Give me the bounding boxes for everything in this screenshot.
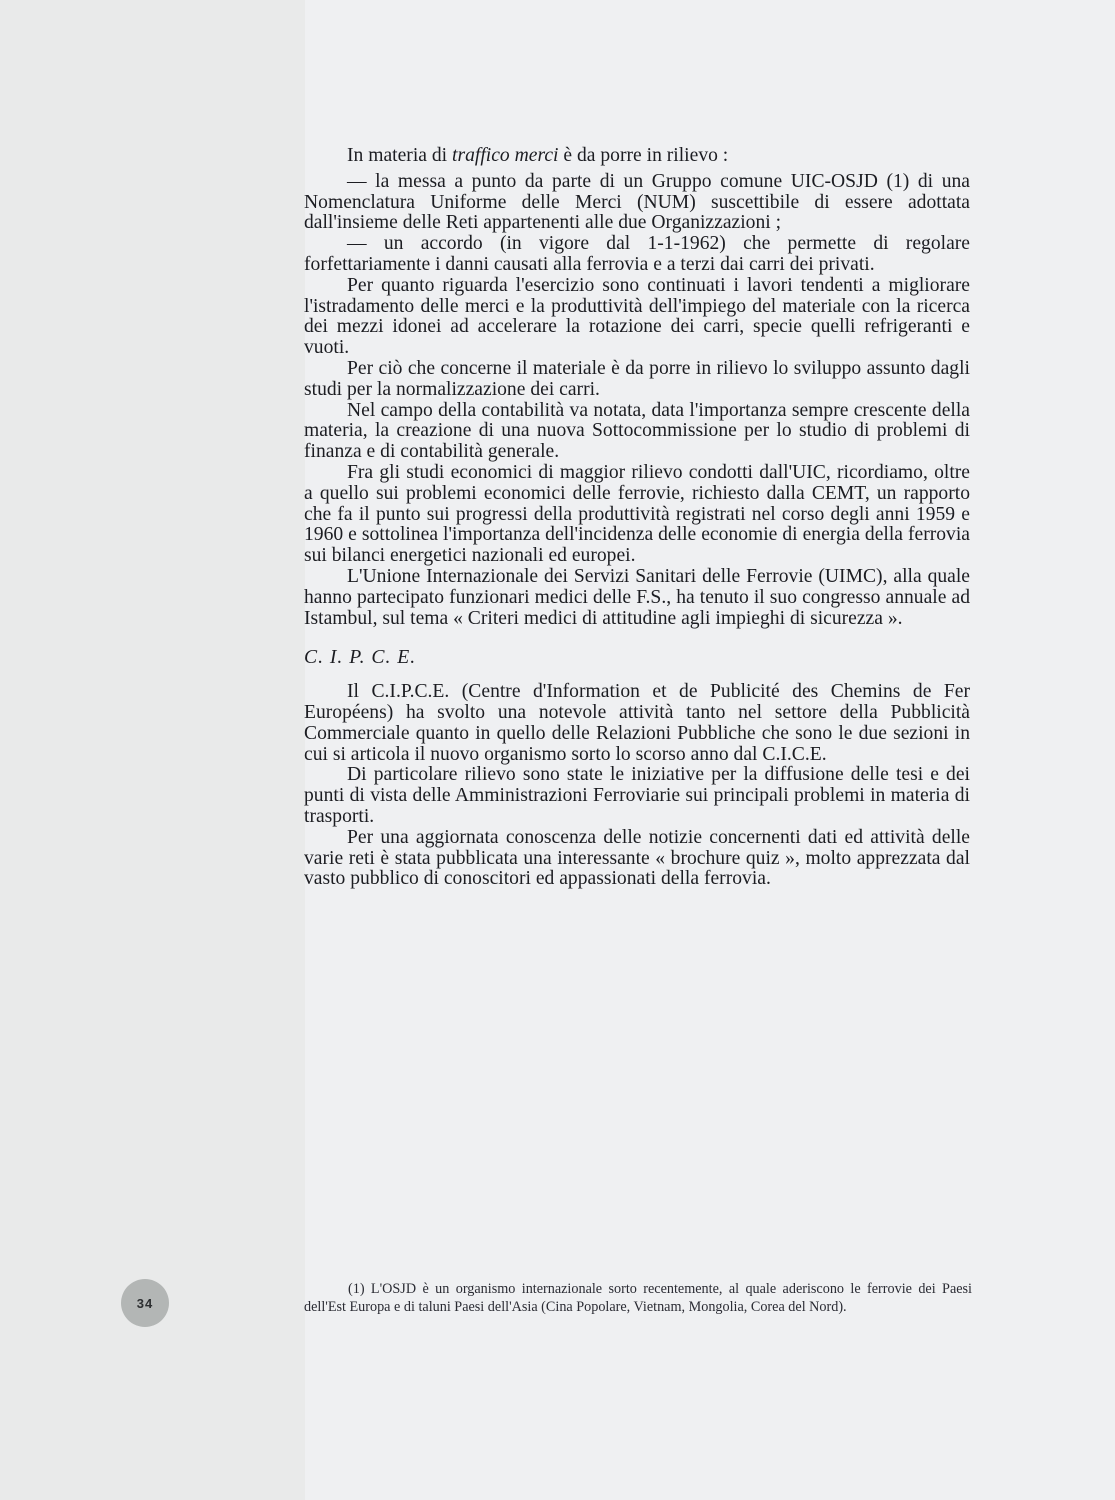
footnote-text: (1) L'OSJD è un organismo internazionale sorto recentemente, al quale aderiscono le ferrovie dei Paesi dell'Est Europa e di taluni Paesi dell'Asia (Cina Popolare, Vietnam, Mongolia, Corea del Nord). <box>304 1281 972 1315</box>
page-number-badge <box>121 1279 169 1327</box>
body-paragraph: Nel campo della contabilità va notata, data l'importanza sempre crescente della materia, la creazione di una nuova Sottocommissione per lo studio di problemi di finanza e di contabilità generale. <box>304 399 970 463</box>
section-paragraph: Di particolare rilievo sono state le iniziative per la diffusione delle tesi e dei punti di vista delle Amministrazioni Ferroviarie sui principali problemi in materia di trasporti. <box>304 764 970 827</box>
section-paragraph: Il C.I.P.C.E. (Centre d'Information et de Publicité des Chemins de Fer Européens) ha svolto una notevole attività tanto nel settore della Pubblicità Commerciale quanto in quello delle Relazioni Pubbliche che sono le due sezioni in cui si articola il nuovo organismo sorto lo scorso anno dal C.I.C.E. <box>304 681 970 765</box>
body-paragraph: Per ciò che concerne il materiale è da porre in rilievo lo sviluppo assunto dagli studi per la normalizzazione dei carri. <box>304 357 970 400</box>
page-left-margin <box>0 0 305 1500</box>
body-paragraph: — la messa a punto da parte di un Gruppo comune UIC-OSJD (1) di una Nomenclatura Uniforme delle Merci (NUM) suscettibile di essere adottata dall'insieme delle Reti appartenenti alle due Organizzazioni ; <box>304 170 970 234</box>
intro-prefix: In materia di <box>347 145 453 166</box>
intro-emphasis: traffico merci <box>452 145 559 166</box>
footnote <box>304 1281 972 1316</box>
body-paragraph: — un accordo (in vigore dal 1-1-1962) che permette di regolare forfettariamente i danni causati alla ferrovia e a terzi dai carri dei privati. <box>304 233 970 275</box>
main-text-column <box>304 146 970 890</box>
intro-paragraph <box>304 146 970 167</box>
section-paragraph: Per una aggiornata conoscenza delle notizie concernenti dati ed attività delle varie reti è stata pubblicata una interessante « brochure quiz », molto apprezzata dal vasto pubblico di conoscitori ed appassionati della ferrovia. <box>304 826 970 890</box>
body-paragraph: Fra gli studi economici di maggior rilievo condotti dall'UIC, ricordiamo, oltre a quello sui problemi economici delle ferrovie, richiesto dalla CEMT, un rapporto che fa il punto sui progressi della produttività registrati nel corso degli anni 1959 e 1960 e sottolinea l'importanza dell'incidenza delle economie di energia della ferrovia sui bilanci energetici nazionali ed europei. <box>304 461 970 567</box>
intro-suffix: è da porre in rilievo : <box>558 145 729 166</box>
body-paragraph: L'Unione Internazionale dei Servizi Sanitari delle Ferrovie (UIMC), alla quale hanno partecipato funzionari medici delle F.S., ha tenuto il suo congresso annuale ad Istambul, sul tema « Criteri medici di attitudine agli impieghi di sicurezza ». <box>304 565 970 629</box>
page-number: 34 <box>136 1295 154 1311</box>
body-paragraph: Per quanto riguarda l'esercizio sono continuati i lavori tendenti a migliorare l'istradamento delle merci e la produttività dell'impiego del materiale con la ricerca dei mezzi idonei ad accelerare la rotazione dei carri, specie quelli refrigeranti e vuoti. <box>304 274 970 359</box>
section-heading: C. I. P. C. E. <box>304 647 417 669</box>
